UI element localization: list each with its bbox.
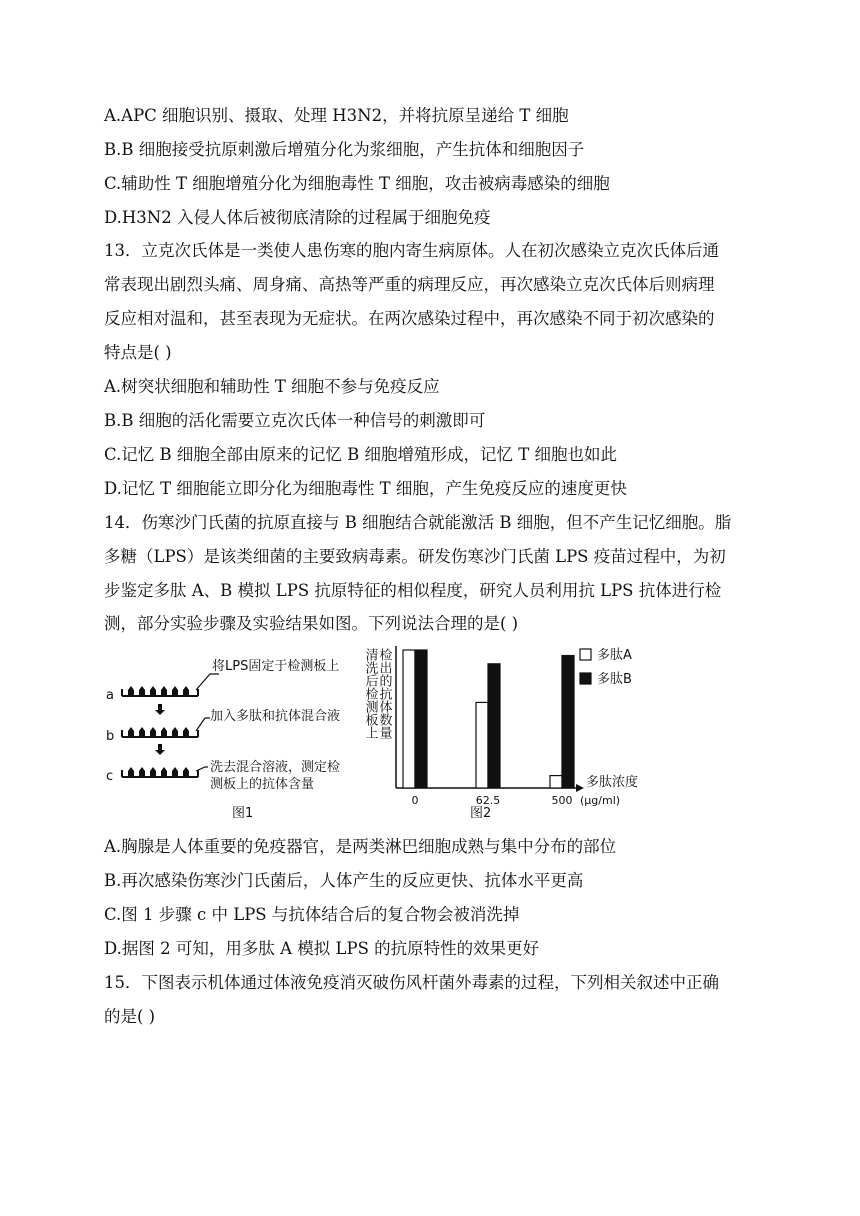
q13-stem-line: 13．立克次氏体是一类使人患伤寒的胞内寄生病原体。人在初次感染立克次氏体后通 <box>104 241 719 260</box>
x-tick-label: 62.5 <box>475 794 501 807</box>
legend-label-a: 多肽A <box>597 648 632 663</box>
q13-option-a: A.树突状细胞和辅助性 T 细胞不参与免疫反应 <box>104 377 440 396</box>
bar-a-0 <box>403 650 415 788</box>
q13-option-d: D.记忆 T 细胞能立即分化为细胞毒性 T 细胞，产生免疫反应的速度更快 <box>104 479 627 498</box>
figure-2 <box>363 646 639 821</box>
fig2-xunit: (μg/ml) <box>580 794 621 807</box>
figure-1 <box>106 658 340 821</box>
q13-option-b: B.B 细胞的活化需要立克次氏体一种信号的刺激即可 <box>104 411 486 430</box>
fig2-ylabel-line1: 清洗后检测板上 <box>362 648 378 739</box>
step-letter-a: a <box>106 688 114 703</box>
q15-stem-line: 15．下图表示机体通过体液免疫消灭破伤风杆菌外毒素的过程，下列相关叙述中正确 <box>104 973 719 992</box>
q14-figure-svg <box>100 640 660 830</box>
q14-option-c: C.图 1 步骤 c 中 LPS 与抗体结合后的复合物会被消洗掉 <box>104 905 520 924</box>
legend-swatch-a <box>580 649 591 660</box>
q14-stem-line: 步鉴定多肽 A、B 模拟 LPS 抗原特征的相似程度，研究人员利用抗 LPS 抗体进行检 <box>104 581 722 600</box>
q12-option-a: A.APC 细胞识别、摄取、处理 H3N2，并将抗原呈递给 T 细胞 <box>104 106 569 125</box>
figure-1-caption: 图1 <box>232 806 254 821</box>
bar-a-1 <box>476 702 488 788</box>
fig2-tick-labels <box>412 794 573 807</box>
q13-stem-line: 常表现出剧烈头痛、周身痛、高热等严重的病理反应，再次感染立克次氏体后则病理 <box>104 275 715 294</box>
bar-b-1 <box>488 664 500 788</box>
bar-b-2 <box>562 656 574 788</box>
q13-option-c: C.记忆 B 细胞全部由原来的记忆 B 细胞增殖形成，记忆 T 细胞也如此 <box>104 445 618 464</box>
figure-2-caption: 图2 <box>470 806 492 821</box>
fig2-ylabel-line2: 检出的抗体数量 <box>376 648 392 739</box>
q12-option-b: B.B 细胞接受抗原刺激后增殖分化为浆细胞，产生抗体和细胞因子 <box>104 140 585 159</box>
legend-label-b: 多肽B <box>597 672 632 687</box>
legend-swatch-b <box>580 673 591 684</box>
q13-stem-line: 特点是( ) <box>104 343 172 362</box>
step-text-c-line2: 测板上的抗体含量 <box>210 777 315 792</box>
q14-option-a: A.胸腺是人体重要的免疫器官，是两类淋巴细胞成熟与集中分布的部位 <box>104 837 617 856</box>
bar-b-0 <box>415 650 427 788</box>
step-text-a: 将LPS固定于检测板上 <box>212 659 340 674</box>
x-tick-label: 500 <box>551 794 573 807</box>
bar-a-2 <box>550 776 562 788</box>
fig2-xlabel: 多肽浓度 <box>586 775 639 790</box>
q14-stem-line: 14．伤寒沙门氏菌的抗原直接与 B 细胞结合就能激活 B 细胞，但不产生记忆细胞。脂 <box>104 513 732 532</box>
step-letter-c: c <box>106 769 114 784</box>
x-tick-label: 0 <box>411 794 419 807</box>
q14-option-d: D.据图 2 可知，用多肽 A 模拟 LPS 的抗原特性的效果更好 <box>104 939 540 958</box>
step-letter-b: b <box>106 729 115 744</box>
q15-stem-line: 的是( ) <box>104 1007 156 1026</box>
q14-stem-line: 测，部分实验步骤及实验结果如图。下列说法合理的是( ) <box>104 614 519 633</box>
fig2-bars <box>403 650 574 788</box>
q14-stem-line: 多糖（LPS）是该类细菌的主要致病毒素。研发伤寒沙门氏菌 LPS 疫苗过程中，为初 <box>104 547 726 566</box>
step-text-c-line1: 洗去混合溶液，测定检 <box>210 760 341 775</box>
q13-stem-line: 反应相对温和，甚至表现为无症状。在两次感染过程中，再次感染不同于初次感染的 <box>104 309 715 328</box>
fig2-x-axis-arrow <box>576 784 584 792</box>
q12-option-d: D.H3N2 入侵人体后被彻底清除的过程属于细胞免疫 <box>104 208 491 227</box>
q14-figures <box>100 640 660 830</box>
step-text-b: 加入多肽和抗体混合液 <box>210 709 341 724</box>
q12-option-c: C.辅助性 T 细胞增殖分化为细胞毒性 T 细胞，攻击被病毒感染的细胞 <box>104 174 610 193</box>
q14-option-b: B.再次感染伤寒沙门氏菌后，人体产生的反应更快、抗体水平更高 <box>104 871 584 890</box>
